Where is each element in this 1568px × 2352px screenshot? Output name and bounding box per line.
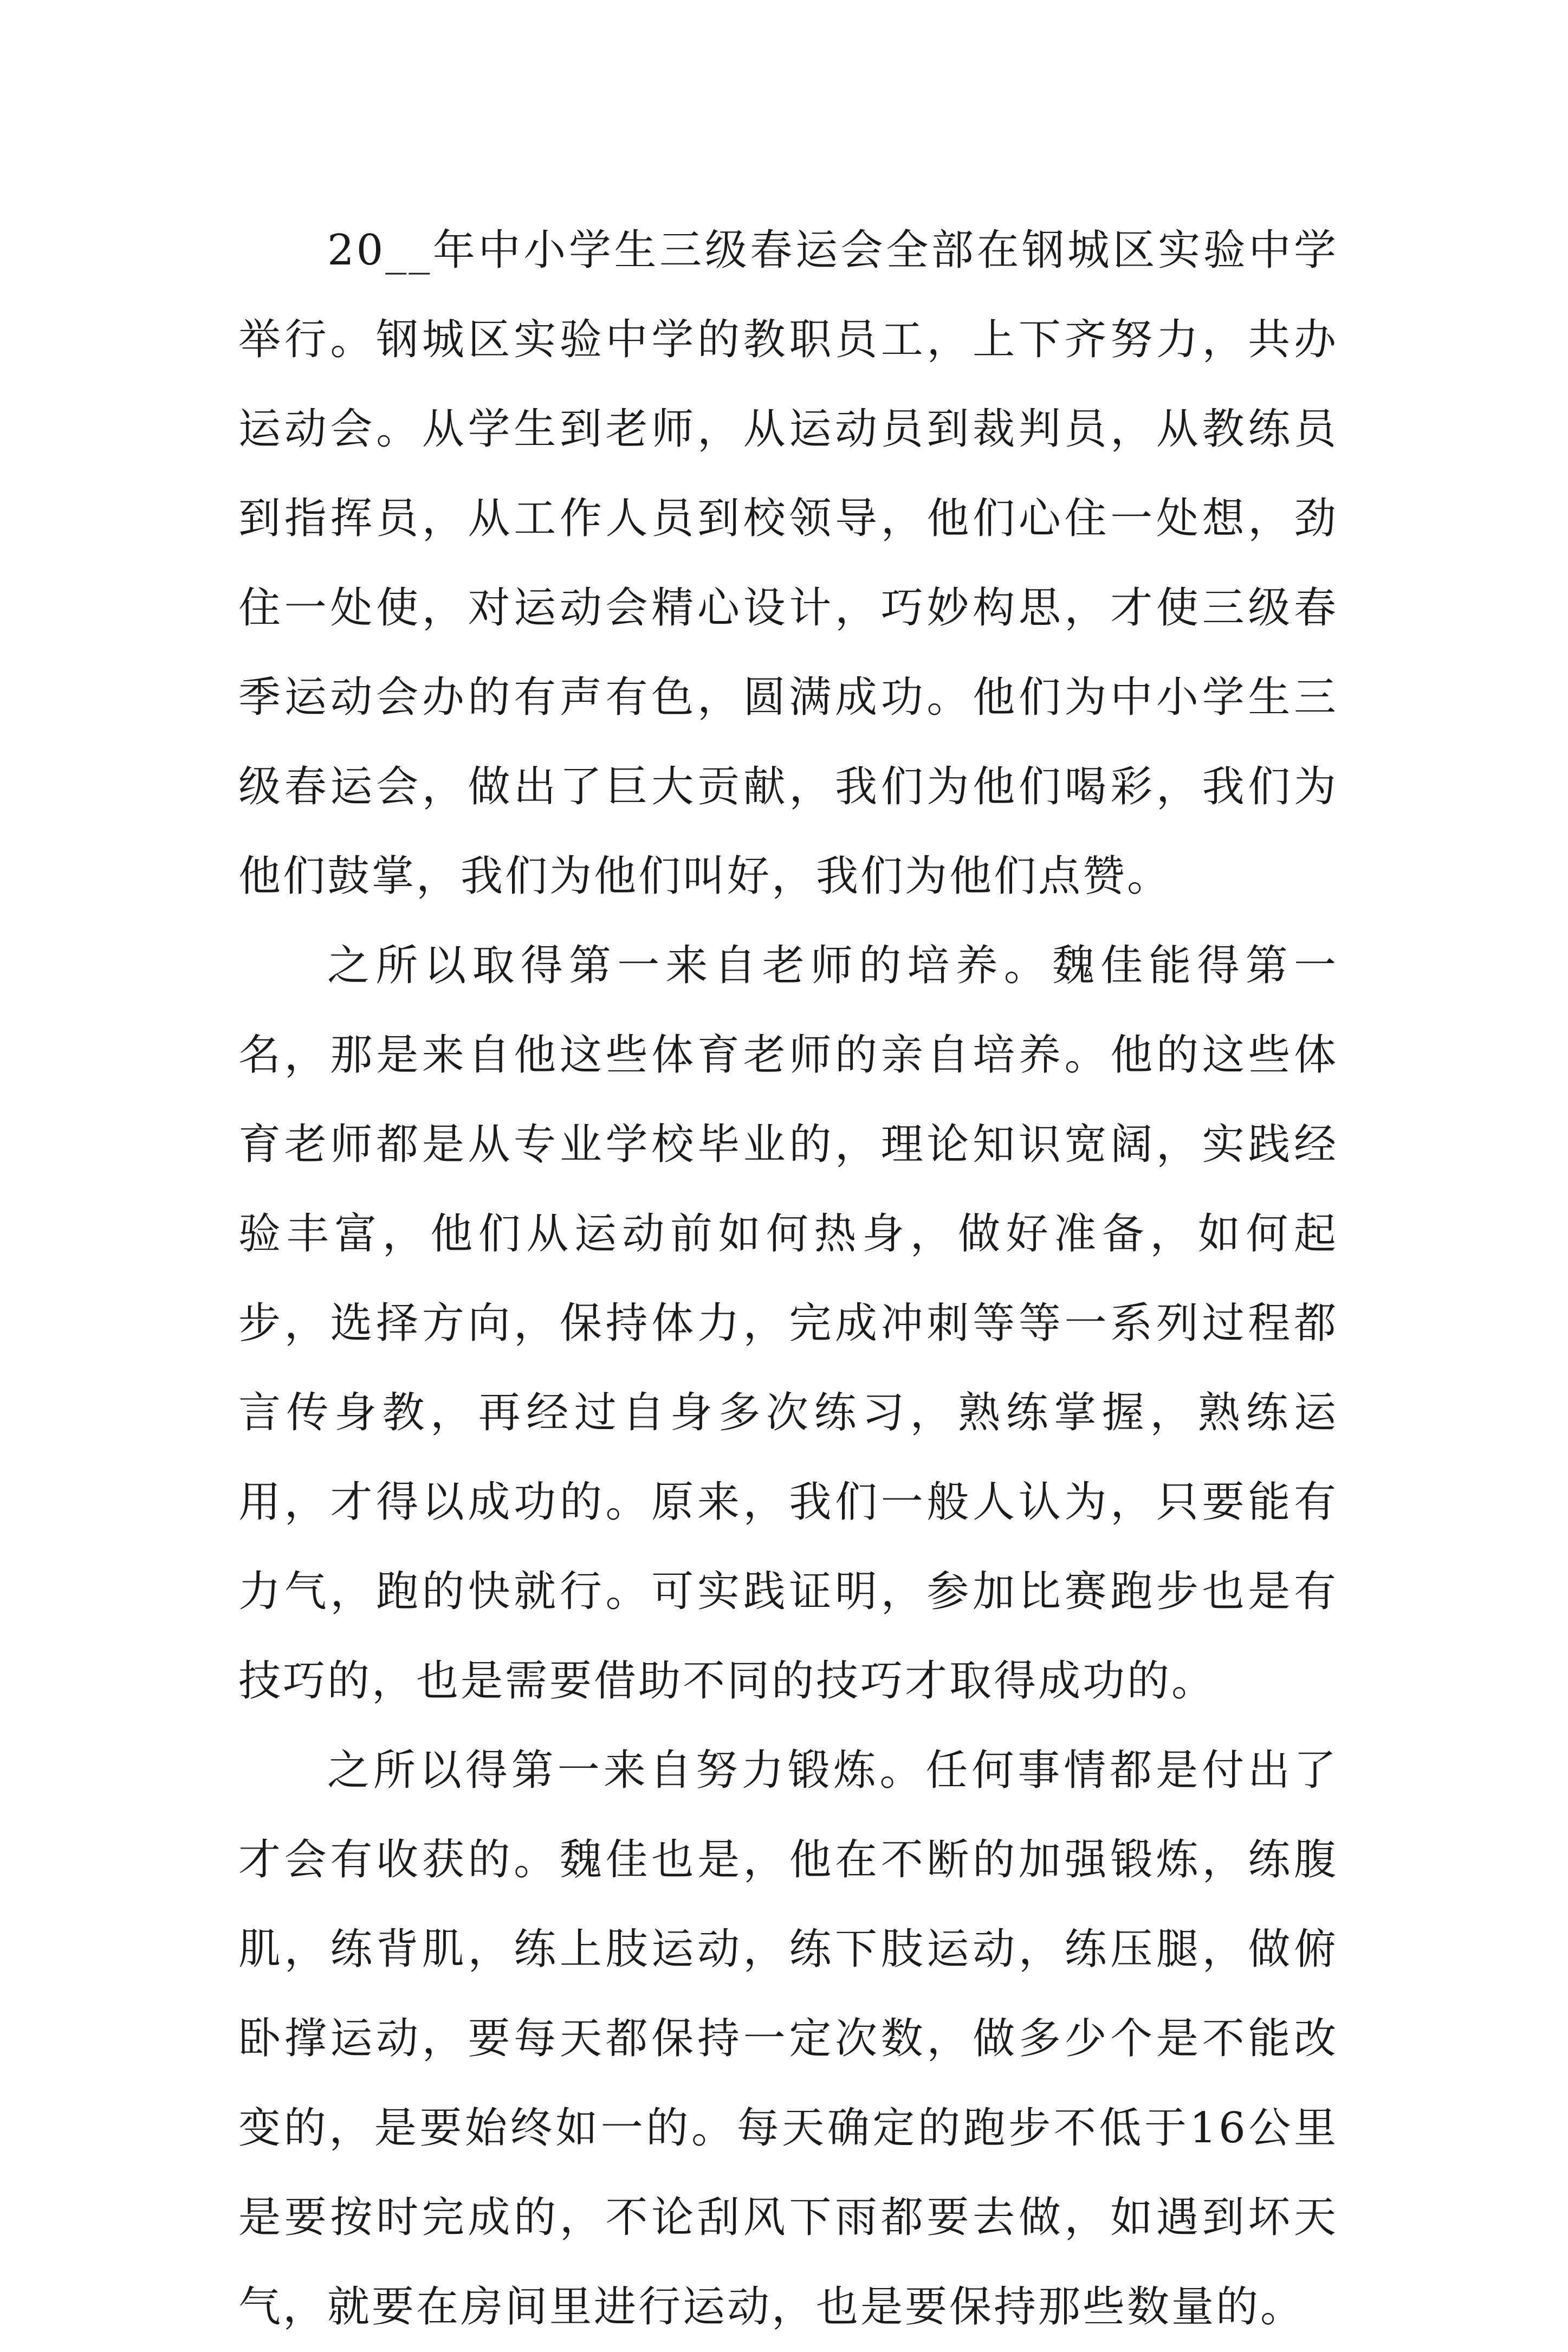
paragraph-teacher-training: 之所以取得第一来自老师的培养。魏佳能得第一名，那是来自他这些体育老师的亲自培养。他的这些体育老师都是从专业学校毕业的，理论知识宽阔，实践经验丰富，他们从运动前如何热身，做好准备，如何起步，选择方向，保持体力，完成冲刺等等一系列过程都言传身教，再经过自身多次练习，熟练掌握，熟练运用，才得以成功的。原来，我们一般人认为，只要能有力气，跑的快就行。可实践证明，参加比赛跑步也是有技巧的，也是需要借助不同的技巧才取得成功的。 xyxy=(238,941,1338,1705)
paragraph-hard-exercise: 之所以得第一来自努力锻炼。任何事情都是付出了才会有收获的。魏佳也是，他在不断的加强锻炼，练腹肌，练背肌，练上肢运动，练下肢运动，练压腿，做俯卧撑运动，要每天都保持一定次数，做多少个是不能改变的，是要始终如一的。每天确定的跑步不低于16公里是要按时完成的，不论刮风下雨都要去做，如遇到坏天气，就要在房间里进行运动，也是要保持那些数量的。 xyxy=(238,1746,1338,2331)
paragraph-sports-meet: 20__年中小学生三级春运会全部在钢城区实验中学举行。钢城区实验中学的教职员工，上下齐努力，共办运动会。从学生到老师，从运动员到裁判员，从教练员到指挥员，从工作人员到校领导，他们心住一处想，劲住一处使，对运动会精心设计，巧妙构思，才使三级春季运动会办的有声有色，圆满成功。他们为中小学生三级春运会，做出了巨大贡献，我们为他们喝彩，我们为他们鼓掌，我们为他们叫好，我们为他们点赞。 xyxy=(238,226,1338,901)
document-body xyxy=(238,206,1338,2352)
